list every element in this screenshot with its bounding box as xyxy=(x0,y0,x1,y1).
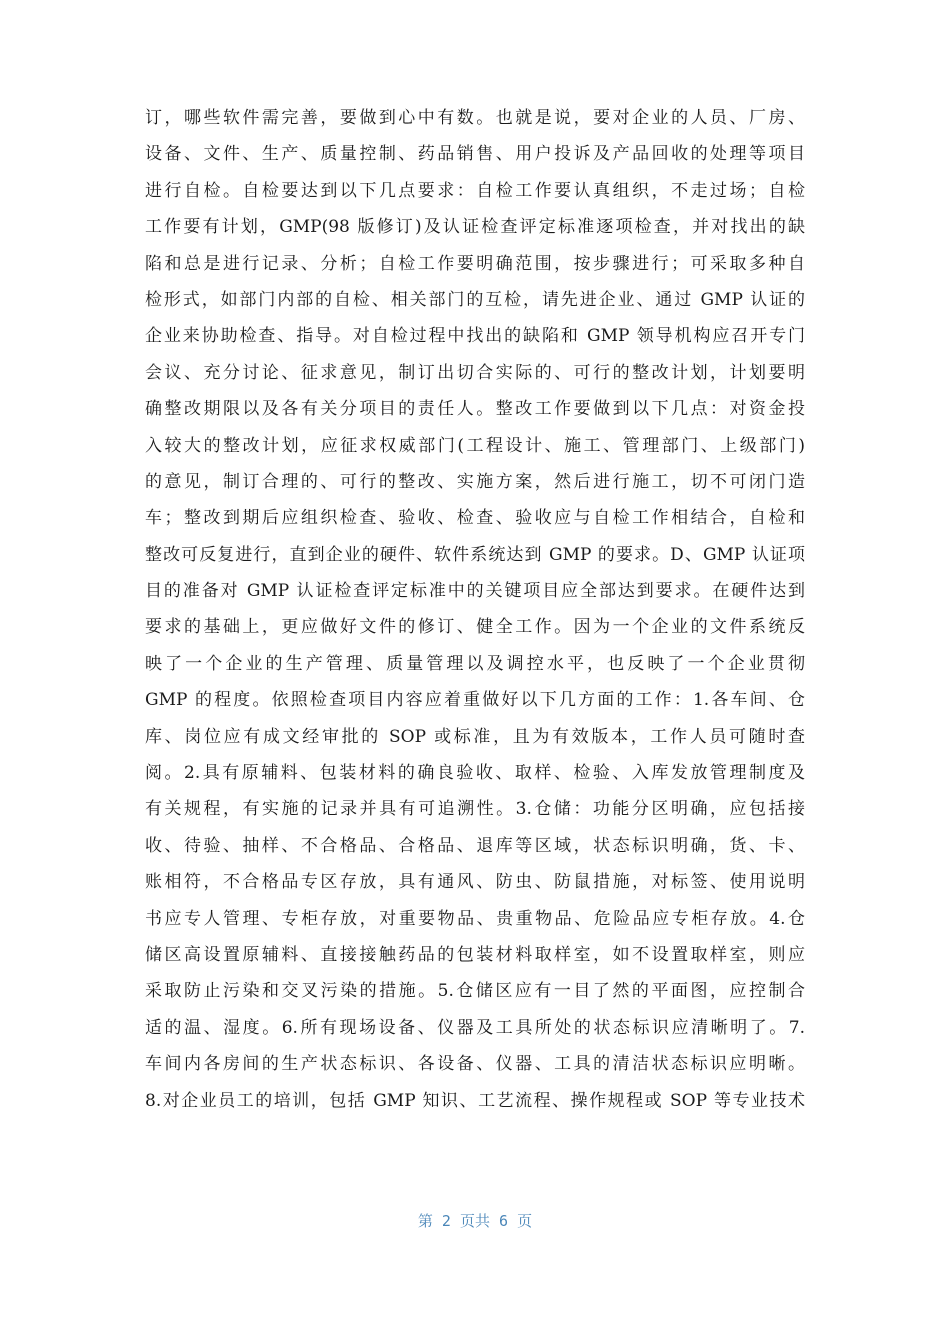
text-line: 8.对企业员工的培训，包括 GMP 知识、工艺流程、操作规程或 SOP 等专业技术 xyxy=(145,1090,805,1111)
text-line: 阅。2.具有原辅料、包装材料的确良验收、取样、检验、入库发放管理制度及 xyxy=(145,763,805,784)
body-text xyxy=(145,100,805,1119)
text-line: 映了一个企业的生产管理、质量管理以及调控水平，也反映了一个企业贯彻 xyxy=(145,653,805,674)
text-line: 整改可反复进行，直到企业的硬件、软件系统达到 GMP 的要求。D、GMP 认证项 xyxy=(145,544,805,565)
text-line: 采取防止污染和交叉污染的措施。5.仓储区应有一目了然的平面图，应控制合 xyxy=(145,981,805,1002)
page-number: 第 2 页共 6 页 xyxy=(417,1212,533,1230)
text-line: 书应专人管理、专柜存放，对重要物品、贵重物品、危险品应专柜存放。4.仓 xyxy=(145,908,805,929)
text-line: 的意见，制订合理的、可行的整改、实施方案，然后进行施工，切不可闭门造 xyxy=(145,471,805,492)
text-line: 储区高设置原辅料、直接接触药品的包装材料取样室，如不设置取样室，则应 xyxy=(145,944,805,965)
text-line: GMP 的程度。依照检查项目内容应着重做好以下几方面的工作：1.各车间、仓 xyxy=(145,690,805,711)
text-line: 适的温、湿度。6.所有现场设备、仪器及工具所处的状态标识应清晰明了。7. xyxy=(145,1017,805,1038)
text-line: 订，哪些软件需完善，要做到心中有数。也就是说，要对企业的人员、厂房、 xyxy=(145,108,805,128)
text-line: 车；整改到期后应组织检查、验收、检查、验收应与自检工作相结合，自检和 xyxy=(145,508,805,529)
text-line: 设备、文件、生产、质量控制、药品销售、用户投诉及产品回收的处理等项目 xyxy=(145,144,805,165)
text-line: 入较大的整改计划，应征求权威部门(工程设计、施工、管理部门、上级部门) xyxy=(145,435,805,456)
text-line: 检形式，如部门内部的自检、相关部门的互检，请先进企业、通过 GMP 认证的 xyxy=(145,289,805,310)
text-line: 库、岗位应有成文经审批的 SOP 或标准，且为有效版本，工作人员可随时查 xyxy=(145,726,805,747)
text-line: 进行自检。自检要达到以下几点要求：自检工作要认真组织，不走过场；自检 xyxy=(145,180,805,201)
text-line: 有关规程，有实施的记录并具有可追溯性。3.仓储：功能分区明确，应包括接 xyxy=(145,799,805,820)
text-line: 目的准备对 GMP 认证检查评定标准中的关键项目应全部达到要求。在硬件达到 xyxy=(145,581,805,602)
text-line: 账相符，不合格品专区存放，具有通风、防虫、防鼠措施，对标签、使用说明 xyxy=(145,872,805,893)
text-line: 收、待验、抽样、不合格品、合格品、退库等区域，状态标识明确，货、卡、 xyxy=(145,835,805,856)
text-line: 确整改期限以及各有关分项目的责任人。整改工作要做到以下几点：对资金投 xyxy=(145,399,805,420)
text-line: 陷和总是进行记录、分析；自检工作要明确范围，按步骤进行；可采取多种自 xyxy=(145,253,805,274)
text-line: 车间内各房间的生产状态标识、各设备、仪器、工具的清洁状态标识应明晰。 xyxy=(145,1054,805,1075)
text-line: 要求的基础上，更应做好文件的修订、健全工作。因为一个企业的文件系统反 xyxy=(145,617,805,638)
page-footer xyxy=(0,1210,950,1231)
text-line: 工作要有计划，GMP(98 版修订)及认证检查评定标准逐项检查，并对找出的缺 xyxy=(145,217,805,238)
text-line: 会议、充分讨论、征求意见，制订出切合实际的、可行的整改计划，计划要明 xyxy=(145,362,805,383)
text-line: 企业来协助检查、指导。对自检过程中找出的缺陷和 GMP 领导机构应召开专门 xyxy=(145,326,805,347)
